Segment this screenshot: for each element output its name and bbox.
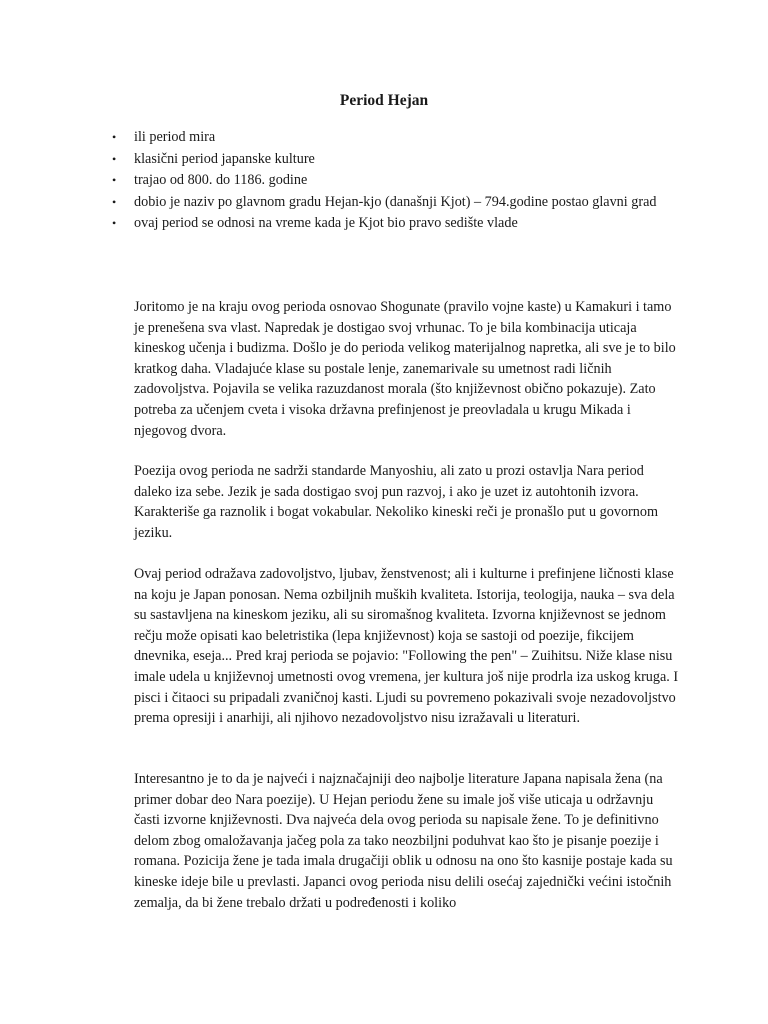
bullet-icon: •	[112, 216, 117, 230]
document-title: Period Hejan	[339, 92, 429, 109]
bullet-icon: •	[112, 151, 117, 166]
bullet-text: dobio je naziv po glavnom gradu Hejan-kjo (današnji Kjot) – 794.godine postao glavni grad	[134, 193, 657, 210]
bullet-list	[112, 127, 672, 235]
bullet-text: ovaj period se odnosi na vreme kada je Kjot bio pravo sedište vlade	[134, 215, 518, 231]
bullet-item	[112, 149, 672, 171]
bullet-item	[112, 192, 672, 214]
bullet-item	[112, 213, 672, 235]
bullet-item	[112, 127, 672, 149]
bullet-item	[112, 170, 672, 192]
paragraph-interesantno: Interesantno je to da je najveći i najznačajniji deo najbolje literature Japana napisala žena (na primer dobar deo Nara poezije). U Hejan periodu žene su imale još više uticaja u održavnju časti izvorne književnosti. Dva najveća dela ovog perioda su napisale žene. To je definitivno delom zbog omaložavanja jačeg pola za tako neozbiljni poduhvat kao što je pisanje poezije i romana. Pozicija žene je tada imala drugačiji oblik u odnosu na ono što kasnije postaje kada su kineske ideje bile u prevlasti. Japanci ovog perioda nisu delili osećaj zajednički većini istočnih zemalja, da bi žene trebalo držati u podređenosti i koliko	[134, 771, 673, 911]
bullet-text: ili period mira	[134, 129, 216, 145]
bullet-icon: •	[112, 173, 117, 187]
bullet-icon: •	[112, 130, 117, 144]
paragraph-joritomo: Joritomo je na kraju ovog perioda osnovao Shogunate (pravilo vojne kaste) u Kamakuri i tamo je prenešena sva vlast. Napredak je dostigao svoj vrhunac. To je bila kombinacija uticaja kineskog učenja i budizma. Došlo je do perioda velikog materijalnog napretka, ali sve je to bilo kratkog daha. Vladajuće klase su postale lenje, zanemarivale su umetnost radi ličnih zadovoljstva. Pojavila se velika razuzdanost morala (što književnost obično pokazuje). Zato potreba za učenjem cveta i visoka državna prefinjenost je preovladala u krugu Mikada i njegovog dvora.	[134, 299, 676, 439]
bullet-text: trajao od 800. do 1186. godine	[134, 172, 308, 188]
bullet-text: klasični period japanske kulture	[134, 150, 315, 167]
bullet-icon: •	[112, 194, 117, 209]
paragraph-ovaj-period: Ovaj period odražava zadovoljstvo, ljubav, ženstvenost; ali i kulturne i prefinjene ličnosti klase na koju je Japan ponosan. Nema ozbiljnih muških kvaliteta. Istorija, teologija, nauka – sva dela su sastavljena na kineskom jeziku, ali su siromašnog kvaliteta. Izvorna književnost se jednom rečju može opisati kao beletristika (lepa književnost) koja se sastoji od poezije, fikcijem dnevnika, eseja... Pred kraj perioda se pojavio: "Following the pen" – Zuihitsu. Niže klase nisu imale udela u književnoj umetnosti ovog vremena, jer kultura još nije prodrla iza uskog kruga. I pisci i čitaoci su pripadali zvaničnoj kasti. Ljudi su povremeno pokazivali svoje nezadovoljstvo prema opresiji i anarhiji, ali njihovo nezadovoljstvo nisu izražavali u literaturi.	[134, 566, 679, 727]
paragraph-poezija: Poezija ovog perioda ne sadrži standarde Manyoshiu, ali zato u prozi ostavlja Nara period daleko iza sebe. Jezik je sada dostigao svoj pun razvoj, i ako je uzet iz autohtonih izvora. Karakteriše ga raznolik i bogat vokabular. Nekoliko kineski reči je pronašlo put u govornom jeziku.	[134, 463, 659, 541]
